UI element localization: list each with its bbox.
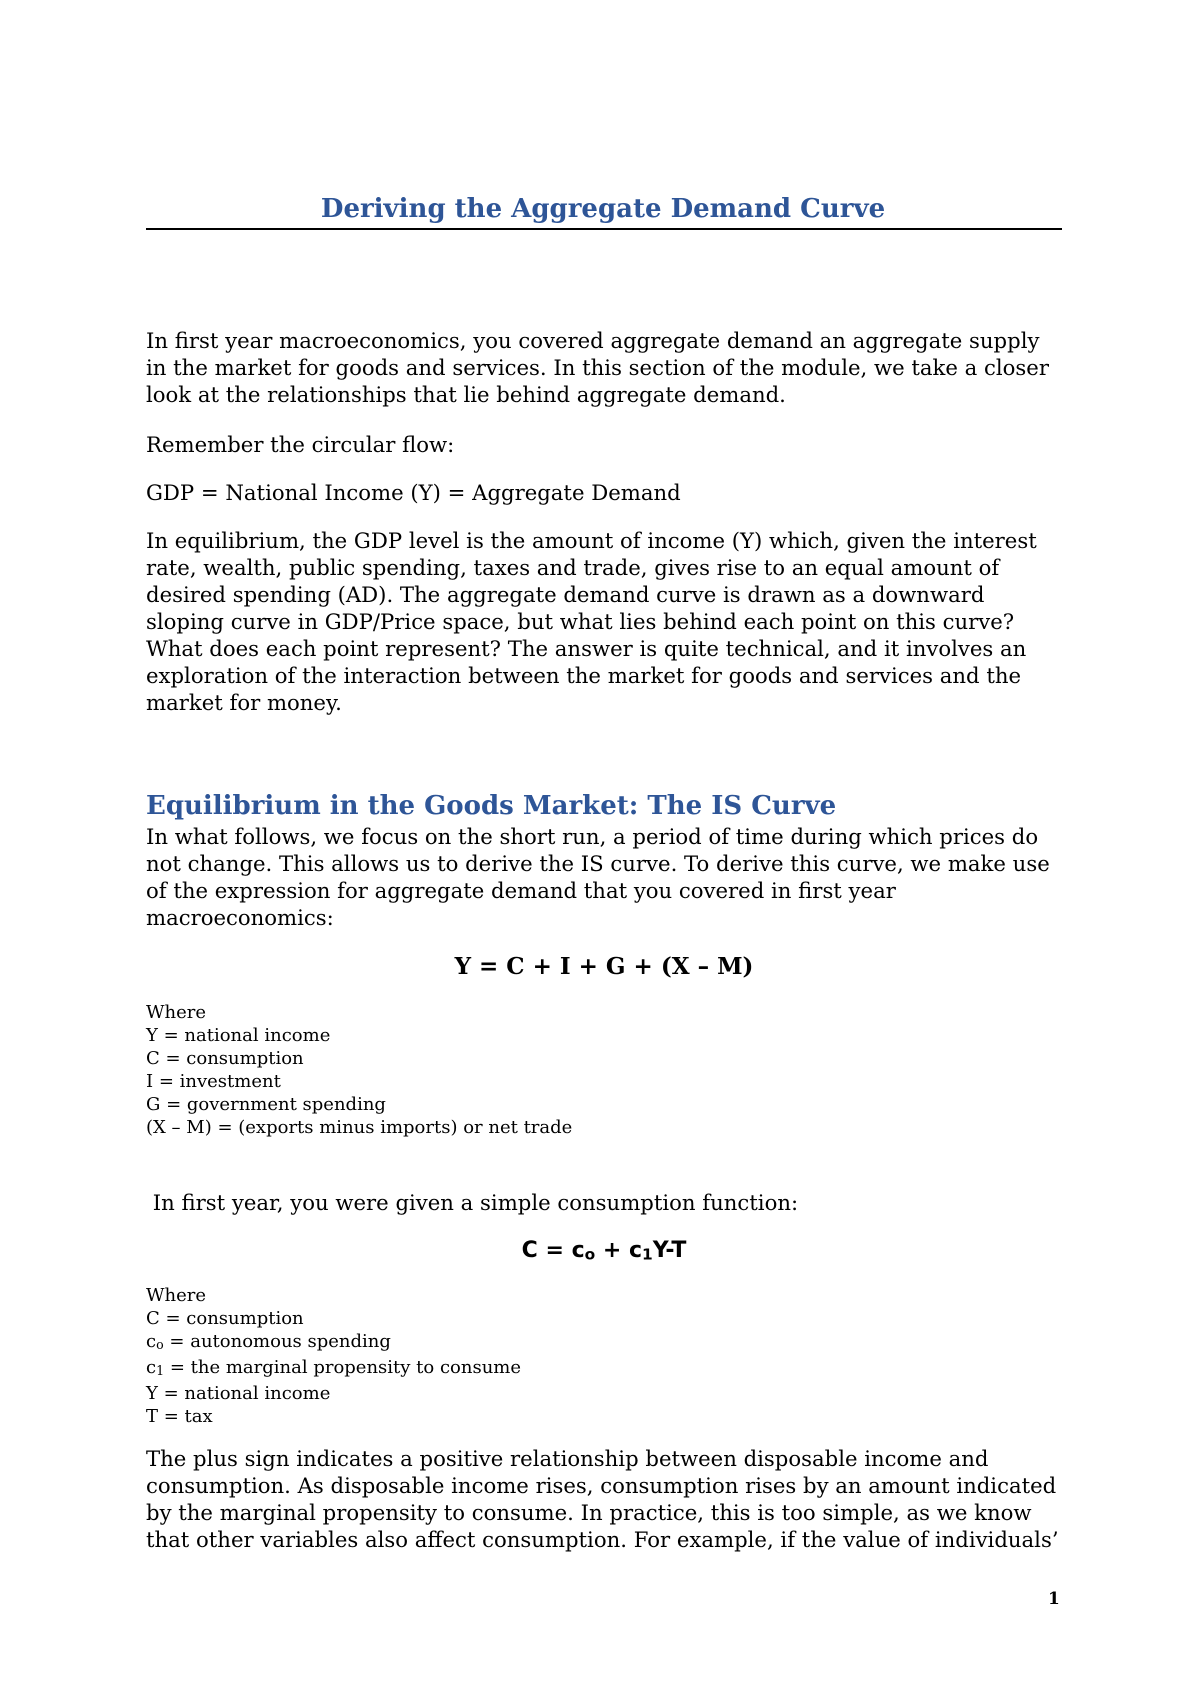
page-title: Deriving the Aggregate Demand Curve (320, 194, 886, 224)
definition-list-1 (146, 1001, 572, 1139)
title-underline (146, 228, 1062, 230)
definition-label: Where (146, 1285, 207, 1306)
definition-item (146, 1356, 521, 1382)
definition-item: I = investment (146, 1071, 281, 1092)
section-paragraph-2: In first year, you were given a simple consumption function: (146, 1190, 799, 1215)
definition-item: Y = national income (146, 1382, 331, 1404)
equation-part: + c (595, 1238, 642, 1263)
equation-subscript: o (584, 1245, 596, 1264)
intro-paragraph-1: In first year macroeconomics, you covered aggregate demand an aggregate supply in the market for goods and services. In this section of the module, we take a closer look at the relationships that lie behind aggregate demand. (146, 328, 1049, 407)
intro-paragraph-3: GDP = National Income (Y) = Aggregate Demand (146, 480, 681, 505)
definition-item: (X – M) = (exports minus imports) or net trade (146, 1117, 573, 1138)
section-paragraph-1: In what follows, we focus on the short run, a period of time during which prices do not change. This allows us to derive the IS curve. To derive this curve, we make use of the expression for aggregate demand that you covered in first year macroeconomics: (146, 824, 1050, 930)
equation-part: Y-T (652, 1238, 687, 1263)
definition-text: = the marginal propensity to consume (164, 1356, 522, 1378)
consumption-function-equation (146, 1236, 1062, 1269)
symbol: c (146, 1331, 157, 1352)
definition-item: Y = national income (146, 1025, 331, 1046)
definition-item: G = government spending (146, 1094, 386, 1115)
intro-paragraph-2: Remember the circular flow: (146, 432, 455, 457)
aggregate-demand-equation: Y = C + I + G + (X – M) (454, 953, 754, 980)
definition-item (146, 1330, 521, 1356)
section-heading: Equilibrium in the Goods Market: The IS Curve (146, 791, 837, 821)
equation-part: C = c (521, 1238, 585, 1263)
intro-paragraph-4: In equilibrium, the GDP level is the amount of income (Y) which, given the interest rate, wealth, public spending, taxes and trade, gives rise to an equal amount of desired spending (AD). The aggregate demand curve is drawn as a downward sloping curve in GDP/Price space, but what lies behind each point on this curve? What does each point represent? The answer is quite technical, and it involves an exploration of the interaction between the market for goods and services and the market for money. (146, 528, 1037, 715)
equation-subscript: 1 (642, 1245, 653, 1264)
symbol-subscript: 1 (156, 1362, 165, 1378)
section-paragraph-3: The plus sign indicates a positive relationship between disposable income and consumption. As disposable income rises, consumption rises by an amount indicated by the marginal propensity to consume. In practice, this is too simple, as we know that other variables also affect consumption. For example, if the value of individuals’ (146, 1446, 1059, 1552)
page-number: 1 (1048, 1589, 1060, 1609)
definition-text: = autonomous spending (163, 1331, 391, 1352)
definition-list-2 (146, 1284, 521, 1428)
symbol-subscript: o (156, 1336, 164, 1352)
definition-item: C = consumption (146, 1308, 304, 1329)
definition-item: C = consumption (146, 1048, 304, 1069)
definition-item: T = tax (146, 1405, 213, 1427)
definition-label: Where (146, 1002, 207, 1023)
symbol: c (146, 1356, 157, 1378)
